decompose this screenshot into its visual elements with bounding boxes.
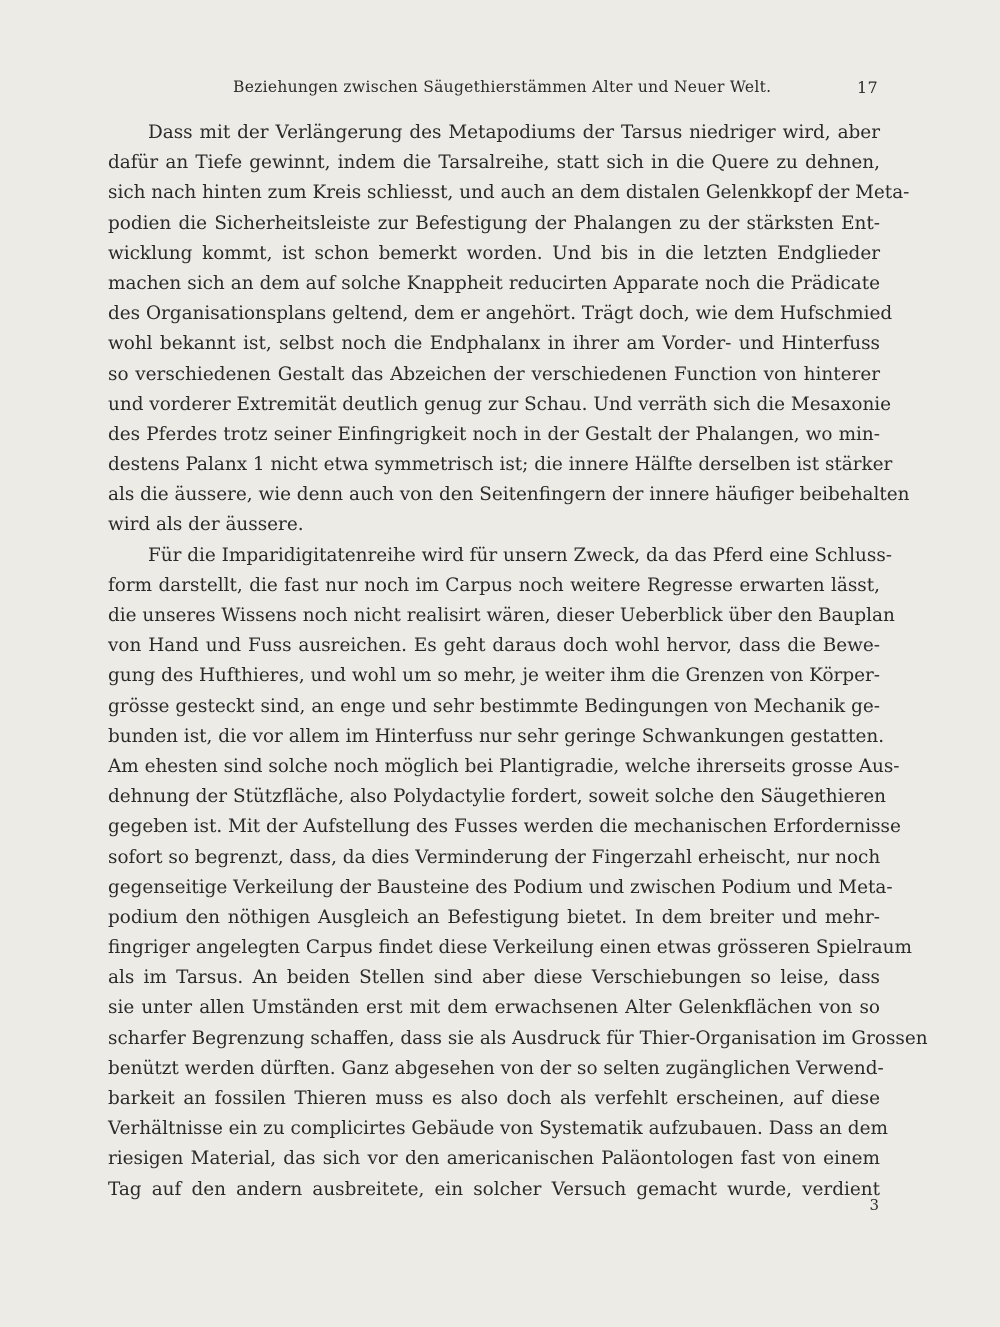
text-line: podien die Sicherheitsleiste zur Befestigung der Phalangen zu der stärksten Ent- <box>108 212 880 234</box>
text-line: wicklung kommt, ist schon bemerkt worden. Und bis in die letzten Endglieder <box>108 242 880 264</box>
page-number: 17 <box>857 78 878 97</box>
text-line: die unseres Wissens noch nicht realisirt wären, dieser Ueberblick über den Bauplan <box>108 605 895 626</box>
text-line: barkeit an fossilen Thieren muss es also doch als verfehlt erscheinen, auf diese <box>108 1088 880 1109</box>
text-line: benützt werden dürften. Ganz abgesehen von der so selten zugänglichen Verwend- <box>108 1057 884 1079</box>
paragraph <box>108 118 910 541</box>
page-header <box>108 74 878 102</box>
text-line: Verhältnisse ein zu complicirtes Gebäude von Systematik aufzubauen. Dass an dem <box>108 1118 888 1140</box>
text-line: machen sich an dem auf solche Knappheit reducirten Apparate noch die Prädicate <box>108 272 880 294</box>
text-line: sie unter allen Umständen erst mit dem erwachsenen Alter Gelenkflächen von so <box>108 997 880 1019</box>
text-line: Am ehesten sind solche noch möglich bei Plantigradie, welche ihrerseits grosse Aus- <box>108 755 900 777</box>
text-line: so verschiedenen Gestalt das Abzeichen der verschiedenen Function von hinterer <box>108 363 880 385</box>
text-line: sich nach hinten zum Kreis schliesst, und auch an dem distalen Gelenkkopf der Meta- <box>108 182 910 204</box>
text-line: Dass mit der Verlängerung des Metapodiums der Tarsus niedriger wird, aber <box>148 122 880 143</box>
text-line: als im Tarsus. An beiden Stellen sind aber diese Verschiebungen so leise, dass <box>108 967 880 989</box>
text-line: wird als der äussere. <box>108 514 304 536</box>
text-line: bunden ist, die vor allem im Hinterfuss nur sehr geringe Schwankungen gestatten. <box>108 725 885 747</box>
paragraph <box>108 541 928 1205</box>
text-line: als die äussere, wie denn auch von den Seitenfingern der innere häufiger beibehalten <box>108 484 910 506</box>
text-line: dehnung der Stützfläche, also Polydactylie fordert, soweit solche den Säugethieren <box>108 786 886 808</box>
signature-mark: 3 <box>869 1196 879 1214</box>
text-line: podium den nöthigen Ausgleich an Befestigung bietet. In dem breiter und mehr- <box>108 906 880 928</box>
text-line: Tag auf den andern ausbreitete, ein solcher Versuch gemacht wurde, verdient <box>108 1178 880 1200</box>
text-line: destens Palanx 1 nicht etwa symmetrisch ist; die innere Hälfte derselben ist stärker <box>108 454 893 476</box>
text-line: form darstellt, die fast nur noch im Carpus noch weitere Regresse erwarten lässt, <box>108 574 880 596</box>
text-line: des Organisationsplans geltend, dem er angehört. Trägt doch, wie dem Hufschmied <box>108 303 893 325</box>
running-title: Beziehungen zwischen Säugethierstämmen Alter und Neuer Welt. <box>233 78 772 96</box>
text-line: wohl bekannt ist, selbst noch die Endphalanx in ihrer am Vorder- und Hinterfuss <box>108 333 880 355</box>
text-line: fingriger angelegten Carpus findet diese Verkeilung einen etwas grösseren Spielraum <box>108 937 912 959</box>
text-line: gung des Hufthieres, und wohl um so mehr, je weiter ihm die Grenzen von Körper- <box>108 665 880 687</box>
text-line: scharfer Begrenzung schaffen, dass sie als Ausdruck für Thier-Organisation im Grossen <box>108 1027 928 1049</box>
body-text <box>108 118 928 1205</box>
text-line: gegenseitige Verkeilung der Bausteine des Podium und zwischen Podium und Meta- <box>108 876 893 898</box>
text-line: von Hand und Fuss ausreichen. Es geht daraus doch wohl hervor, dass die Bewe- <box>108 635 880 657</box>
text-line: gegeben ist. Mit der Aufstellung des Fusses werden die mechanischen Erfordernisse <box>108 816 901 838</box>
text-line: grösse gesteckt sind, an enge und sehr bestimmte Bedingungen von Mechanik ge- <box>108 695 880 717</box>
text-line: riesigen Material, das sich vor den americanischen Paläontologen fast von einem <box>108 1148 880 1170</box>
text-line: des Pferdes trotz seiner Einfingrigkeit noch in der Gestalt der Phalangen, wo min- <box>108 423 880 445</box>
text-line: Für die Imparidigitatenreihe wird für unsern Zweck, da das Pferd eine Schluss- <box>148 544 892 566</box>
text-line: und vorderer Extremität deutlich genug zur Schau. Und verräth sich die Mesaxonie <box>108 393 892 415</box>
text-line: sofort so begrenzt, dass, da dies Verminderung der Fingerzahl erheischt, nur noch <box>108 846 881 868</box>
text-line: dafür an Tiefe gewinnt, indem die Tarsalreihe, statt sich in die Quere zu dehnen, <box>108 152 880 174</box>
